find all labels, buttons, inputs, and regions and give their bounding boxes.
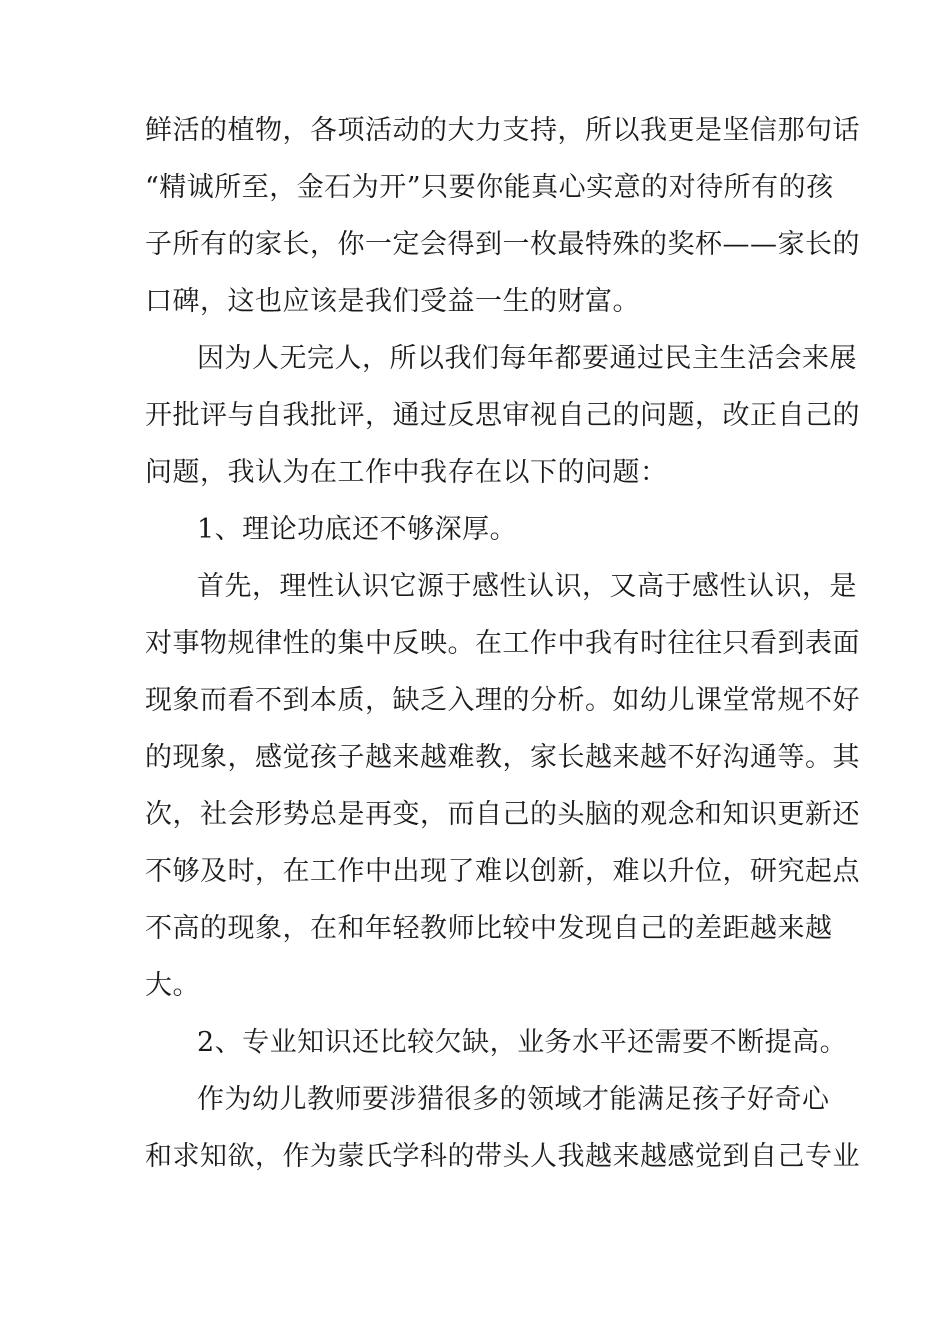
text-line: 子所有的家长，你一定会得到一枚最特殊的奖杯——家长的 — [145, 229, 860, 260]
paragraph-start-line: 因为人无完人，所以我们每年都要通过民主生活会来展 — [197, 343, 857, 374]
section-heading-2: 2、专业知识还比较欠缺，业务水平还需要不断提高。 — [197, 1027, 848, 1058]
text-line: 次，社会形势总是再变，而自己的头脑的观念和知识更新还 — [145, 799, 860, 830]
text-line: 和求知欲，作为蒙氏学科的带头人我越来越感觉到自己专业 — [145, 1141, 860, 1172]
text-line: 对事物规律性的集中反映。在工作中我有时往往只看到表面 — [145, 628, 860, 659]
text-line: “精诚所至，金石为开”只要你能真心实意的对待所有的孩 — [145, 172, 834, 203]
paragraph-start-line: 首先，理性认识它源于感性认识，又高于感性认识，是 — [197, 571, 857, 602]
text-line: 不高的现象，在和年轻教师比较中发现自己的差距越来越 — [145, 913, 833, 944]
text-line: 不够及时，在工作中出现了难以创新，难以升位，研究起点 — [145, 856, 860, 887]
text-line: 问题，我认为在工作中我存在以下的问题： — [145, 457, 668, 488]
text-line: 开批评与自我批评，通过反思审视自己的问题，改正自己的 — [145, 400, 860, 431]
text-line: 的现象，感觉孩子越来越难教，家长越来越不好沟通等。其 — [145, 742, 860, 773]
text-line: 鲜活的植物，各项活动的大力支持，所以我更是坚信那句话 — [145, 115, 860, 146]
paragraph-start-line: 作为幼儿教师要涉猎很多的领域才能满足孩子好奇心 — [197, 1084, 830, 1115]
section-heading-1: 1、理论功底还不够深厚。 — [197, 514, 518, 545]
text-line: 口碑，这也应该是我们受益一生的财富。 — [145, 286, 640, 317]
text-line: 大。 — [145, 970, 200, 1001]
text-line: 现象而看不到本质，缺乏入理的分析。如幼儿课堂常规不好 — [145, 685, 860, 716]
